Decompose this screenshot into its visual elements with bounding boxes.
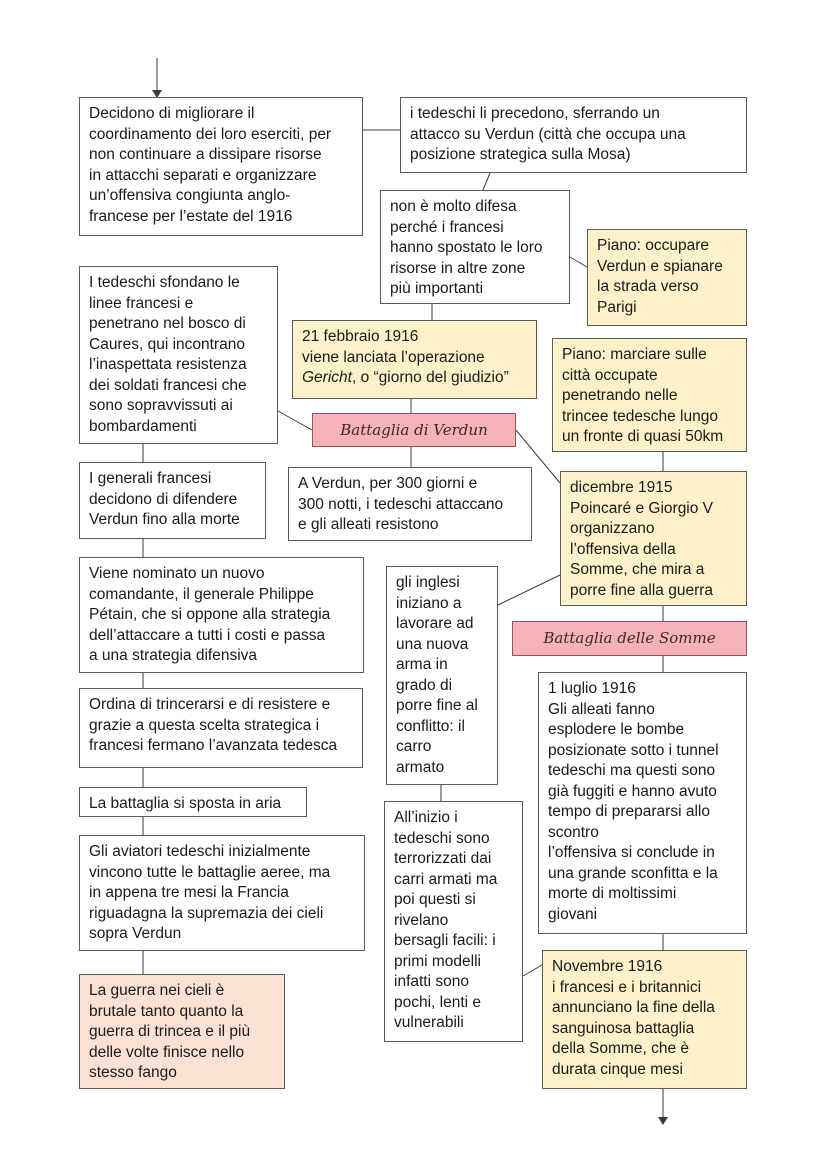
air-battle-box: La battaglia si sposta in aria [79, 787, 307, 817]
link-december-tank [498, 575, 560, 605]
link-germans-notdefended [483, 173, 490, 190]
not-defended-box: non è molto difesa perché i francesi hanno spostato le loro risorse in altre zone più importanti [380, 190, 570, 304]
generals-box: I generali francesi decidono di difendere Verdun fino alla morte [79, 462, 266, 539]
july-box: 1 luglio 1916 Gli alleati fanno esplodere le bombe posizionate sotto i tunnel tedeschi ma questi sono già fuggiti e hanno avuto tempo di prepararsi allo scontro l’offensiva si conclude in una grande sconfitta e la morte di moltissimi giovani [538, 672, 747, 934]
operation-text-rest: , o “giorno del giudizio” [351, 369, 509, 386]
sky-war-box: La guerra nei cieli è brutale tanto quanto la guerra di trincea e il più delle volte finisce nello stesso fango [79, 974, 285, 1089]
somme-battle-title: Battaglia delle Somme [512, 621, 747, 656]
petain-box: Viene nominato un nuovo comandante, il generale Philippe Pétain, che si oppone alla strategia dell’attaccare a tutti i costi e passa a una strategia difensiva [79, 557, 364, 673]
aviators-box: Gli aviatori tedeschi inizialmente vincono tutte le battaglie aeree, ma in appena tre mesi la Francia riguadagna la supremazia dei cieli sopra Verdun [79, 835, 365, 951]
days-nights-box: A Verdun, per 300 giorni e 300 notti, i tedeschi attaccano e gli alleati resistono [288, 467, 532, 541]
terrified-box: All’inizio i tedeschi sono terrorizzati dai carri armati ma poi questi si rivelano bersagli facili: i primi modelli infatti sono pochi, lenti e vulnerabili [384, 801, 523, 1042]
link-terrified-november [523, 965, 542, 976]
exit-arrowhead [658, 1117, 668, 1125]
plan-somme-box: Piano: marciare sulle città occupate penetrando nelle trincee tedesche lungo un fronte di quasi 50km [552, 338, 747, 452]
coordinate-box: Decidono di migliorare il coordinamento dei loro eserciti, per non continuare a dissipare risorse in attacchi separati e organizzare un’offensiva congiunta anglo- francese per l’estate del 1916 [79, 97, 363, 236]
operation-text: 21 febbraio 1916 viene lanciata l’operazione [302, 328, 485, 366]
tank-box: gli inglesi iniziano a lavorare ad una nuova arma in grado di porre fine al conflitto: il carro armato [386, 566, 498, 785]
december-box: dicembre 1915 Poincaré e Giorgio V organizzano l’offensiva della Somme, che mira a porre fine alla guerra [560, 471, 747, 606]
operation-term: Gericht [302, 369, 352, 386]
november-box: Novembre 1916 i francesi e i britannici annunciano la fine della sanguinosa battaglia della Somme, che è durata cinque mesi [542, 950, 747, 1089]
link-breakthrough-verdun [278, 411, 312, 430]
plan-verdun-box: Piano: occupare Verdun e spianare la strada verso Parigi [587, 229, 747, 326]
operation-box [292, 320, 537, 399]
verdun-battle-title: Battaglia di Verdun [312, 413, 516, 447]
link-notdefended-plan [570, 257, 587, 267]
germans-precede-box: i tedeschi li precedono, sferrando un attacco su Verdun (città che occupa una posizione strategica sulla Mosa) [400, 97, 747, 173]
breakthrough-box: I tedeschi sfondano le linee francesi e penetrano nel bosco di Caures, qui incontrano l’inaspettata resistenza dei soldati francesi che sono sopravvissuti ai bombardamenti [79, 266, 278, 444]
trenches-box: Ordina di trincerarsi e di resistere e grazie a questa scelta strategica i francesi fermano l’avanzata tedesca [79, 688, 363, 768]
